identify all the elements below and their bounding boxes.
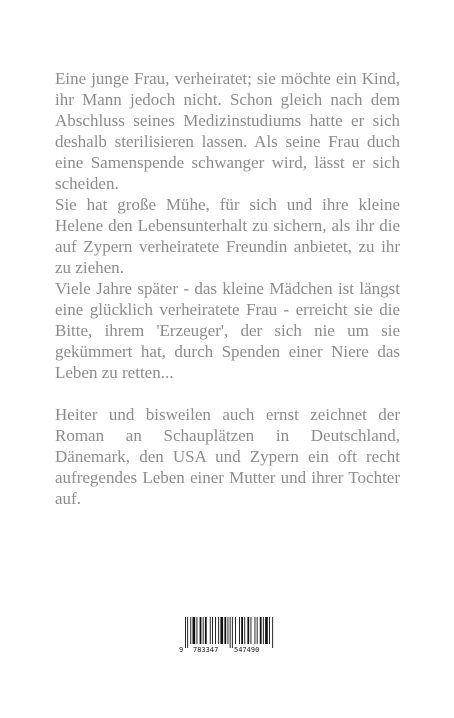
barcode-bar	[215, 617, 216, 644]
blurb-paragraph-4: Heiter und bisweilen auch ernst zeichnet der Roman an Schauplätzen in Deutschland, Dänemark, den USA und Zypern ein oft recht aufregendes Leben einer Mutter und ihrer Tochter auf.	[55, 405, 400, 508]
barcode-bar	[218, 617, 219, 644]
barcode-bar	[200, 617, 202, 644]
barcode-bar	[251, 617, 252, 644]
barcode-bar	[232, 617, 233, 648]
barcode-bar	[205, 617, 207, 644]
barcode-bar	[257, 617, 258, 644]
barcode-bar	[230, 617, 231, 648]
barcode-bar	[255, 617, 256, 644]
barcode-bar	[241, 617, 243, 644]
barcode-bar	[220, 617, 223, 644]
barcode-bar	[272, 617, 273, 648]
isbn-barcode	[179, 617, 279, 653]
barcode-bar	[235, 617, 236, 644]
barcode-bar	[260, 617, 262, 644]
barcode-bar	[247, 617, 249, 644]
barcode-bar	[185, 617, 186, 648]
blurb-paragraph-1: Eine junge Frau, verheiratet; sie möchte ein Kind, ihr Mann jedoch nicht. Schon gleich nach dem Abschluss seines Medizinstudiums hatte er sich deshalb sterilisieren lassen. Als seine Frau duch eine Samenspende schwanger wird, lässt er sich scheiden.	[55, 69, 400, 193]
barcode-digits-right: 547490	[234, 646, 260, 653]
barcode-bar	[228, 617, 229, 644]
barcode-bar	[197, 617, 198, 644]
barcode-bar	[224, 617, 226, 644]
blurb-paragraph-2: Sie hat große Mühe, für sich und ihre kleine Helene den Lebensunterhalt zu sichern, als ihr die auf Zypern verheiratete Freundin anbietet, zu ihr zu ziehen.	[55, 195, 400, 277]
barcode-bar	[187, 617, 188, 648]
barcode-bars	[185, 617, 273, 648]
barcode-bar	[239, 617, 240, 644]
barcode-bar	[190, 617, 191, 644]
blurb-text	[55, 68, 400, 509]
barcode-bar	[210, 617, 211, 644]
barcode-bar	[193, 617, 196, 644]
barcode-bar	[212, 617, 213, 644]
barcode-bar	[203, 617, 204, 644]
barcode-digits-left: 783347	[193, 646, 219, 653]
barcode-bar	[265, 617, 268, 644]
blurb-paragraph-3: Viele Jahre später - das kleine Mädchen ist längst eine glücklich verheiratete Frau - erreicht sie die Bitte, ihrem 'Erzeuger', der sich nie um sie gekümmert hat, durch Spenden einer Niere das Leben zu retten...	[55, 279, 400, 382]
barcode-bar	[263, 617, 264, 644]
barcode-digit-first: 9	[179, 646, 184, 653]
barcode-bar	[269, 617, 270, 644]
barcode-bar	[244, 617, 245, 644]
